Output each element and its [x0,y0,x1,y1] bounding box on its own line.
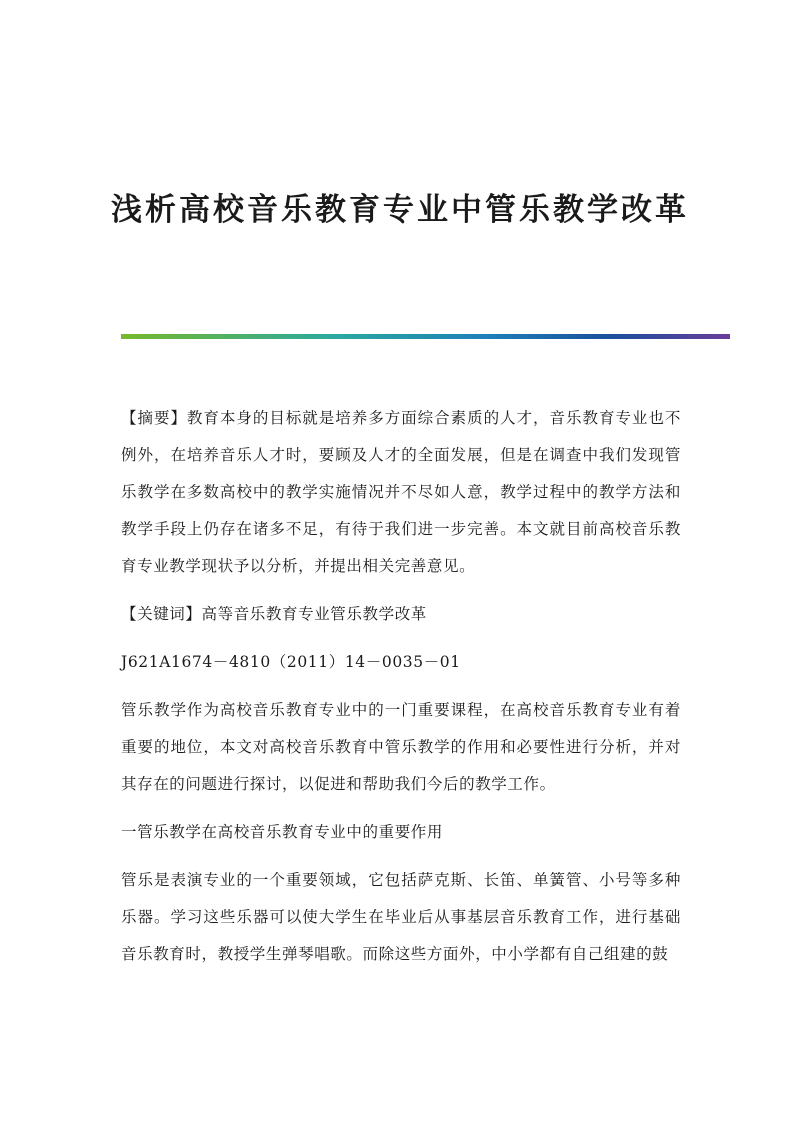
keywords-line: 【关键词】高等音乐教育专业管乐教学改革 [121,605,427,623]
intro-paragraph: 管乐教学作为高校音乐教育专业中的一门重要课程，在高校音乐教育专业有着重要的地位，本文对高校音乐教育中管乐教学的作用和必要性进行分析，并对其存在的问题进行探讨，以促进和帮助我们今后的教学工作。 [121,701,681,793]
abstract-paragraph: 【摘要】教育本身的目标就是培养多方面综合素质的人才，音乐教育专业也不例外，在培养音乐人才时，要顾及人才的全面发展，但是在调查中我们发现管乐教学在多数高校中的教学实施情况并不尽如人意，教学过程中的教学方法和教学手段上仍存在诸多不足，有待于我们进一步完善。本文就目前高校音乐教育专业教学现状予以分析，并提出相关完善意见。 [121,409,681,575]
document-title: 浅析高校音乐教育专业中管乐教学改革 [111,192,689,228]
title-divider [121,334,730,339]
classification-line: J621A1674－4810（2011）14－0035－01 [121,653,461,671]
section-heading: 一管乐教学在高校音乐教育专业中的重要作用 [121,823,444,841]
section-paragraph: 管乐是表演专业的一个重要领域，它包括萨克斯、长笛、单簧管、小号等多种乐器。学习这些乐器可以使大学生在毕业后从事基层音乐教育工作，进行基础音乐教育时，教授学生弹琴唱歌。而除这些方面外，中小学都有自己组建的鼓 [121,871,681,963]
document-body [121,400,681,973]
